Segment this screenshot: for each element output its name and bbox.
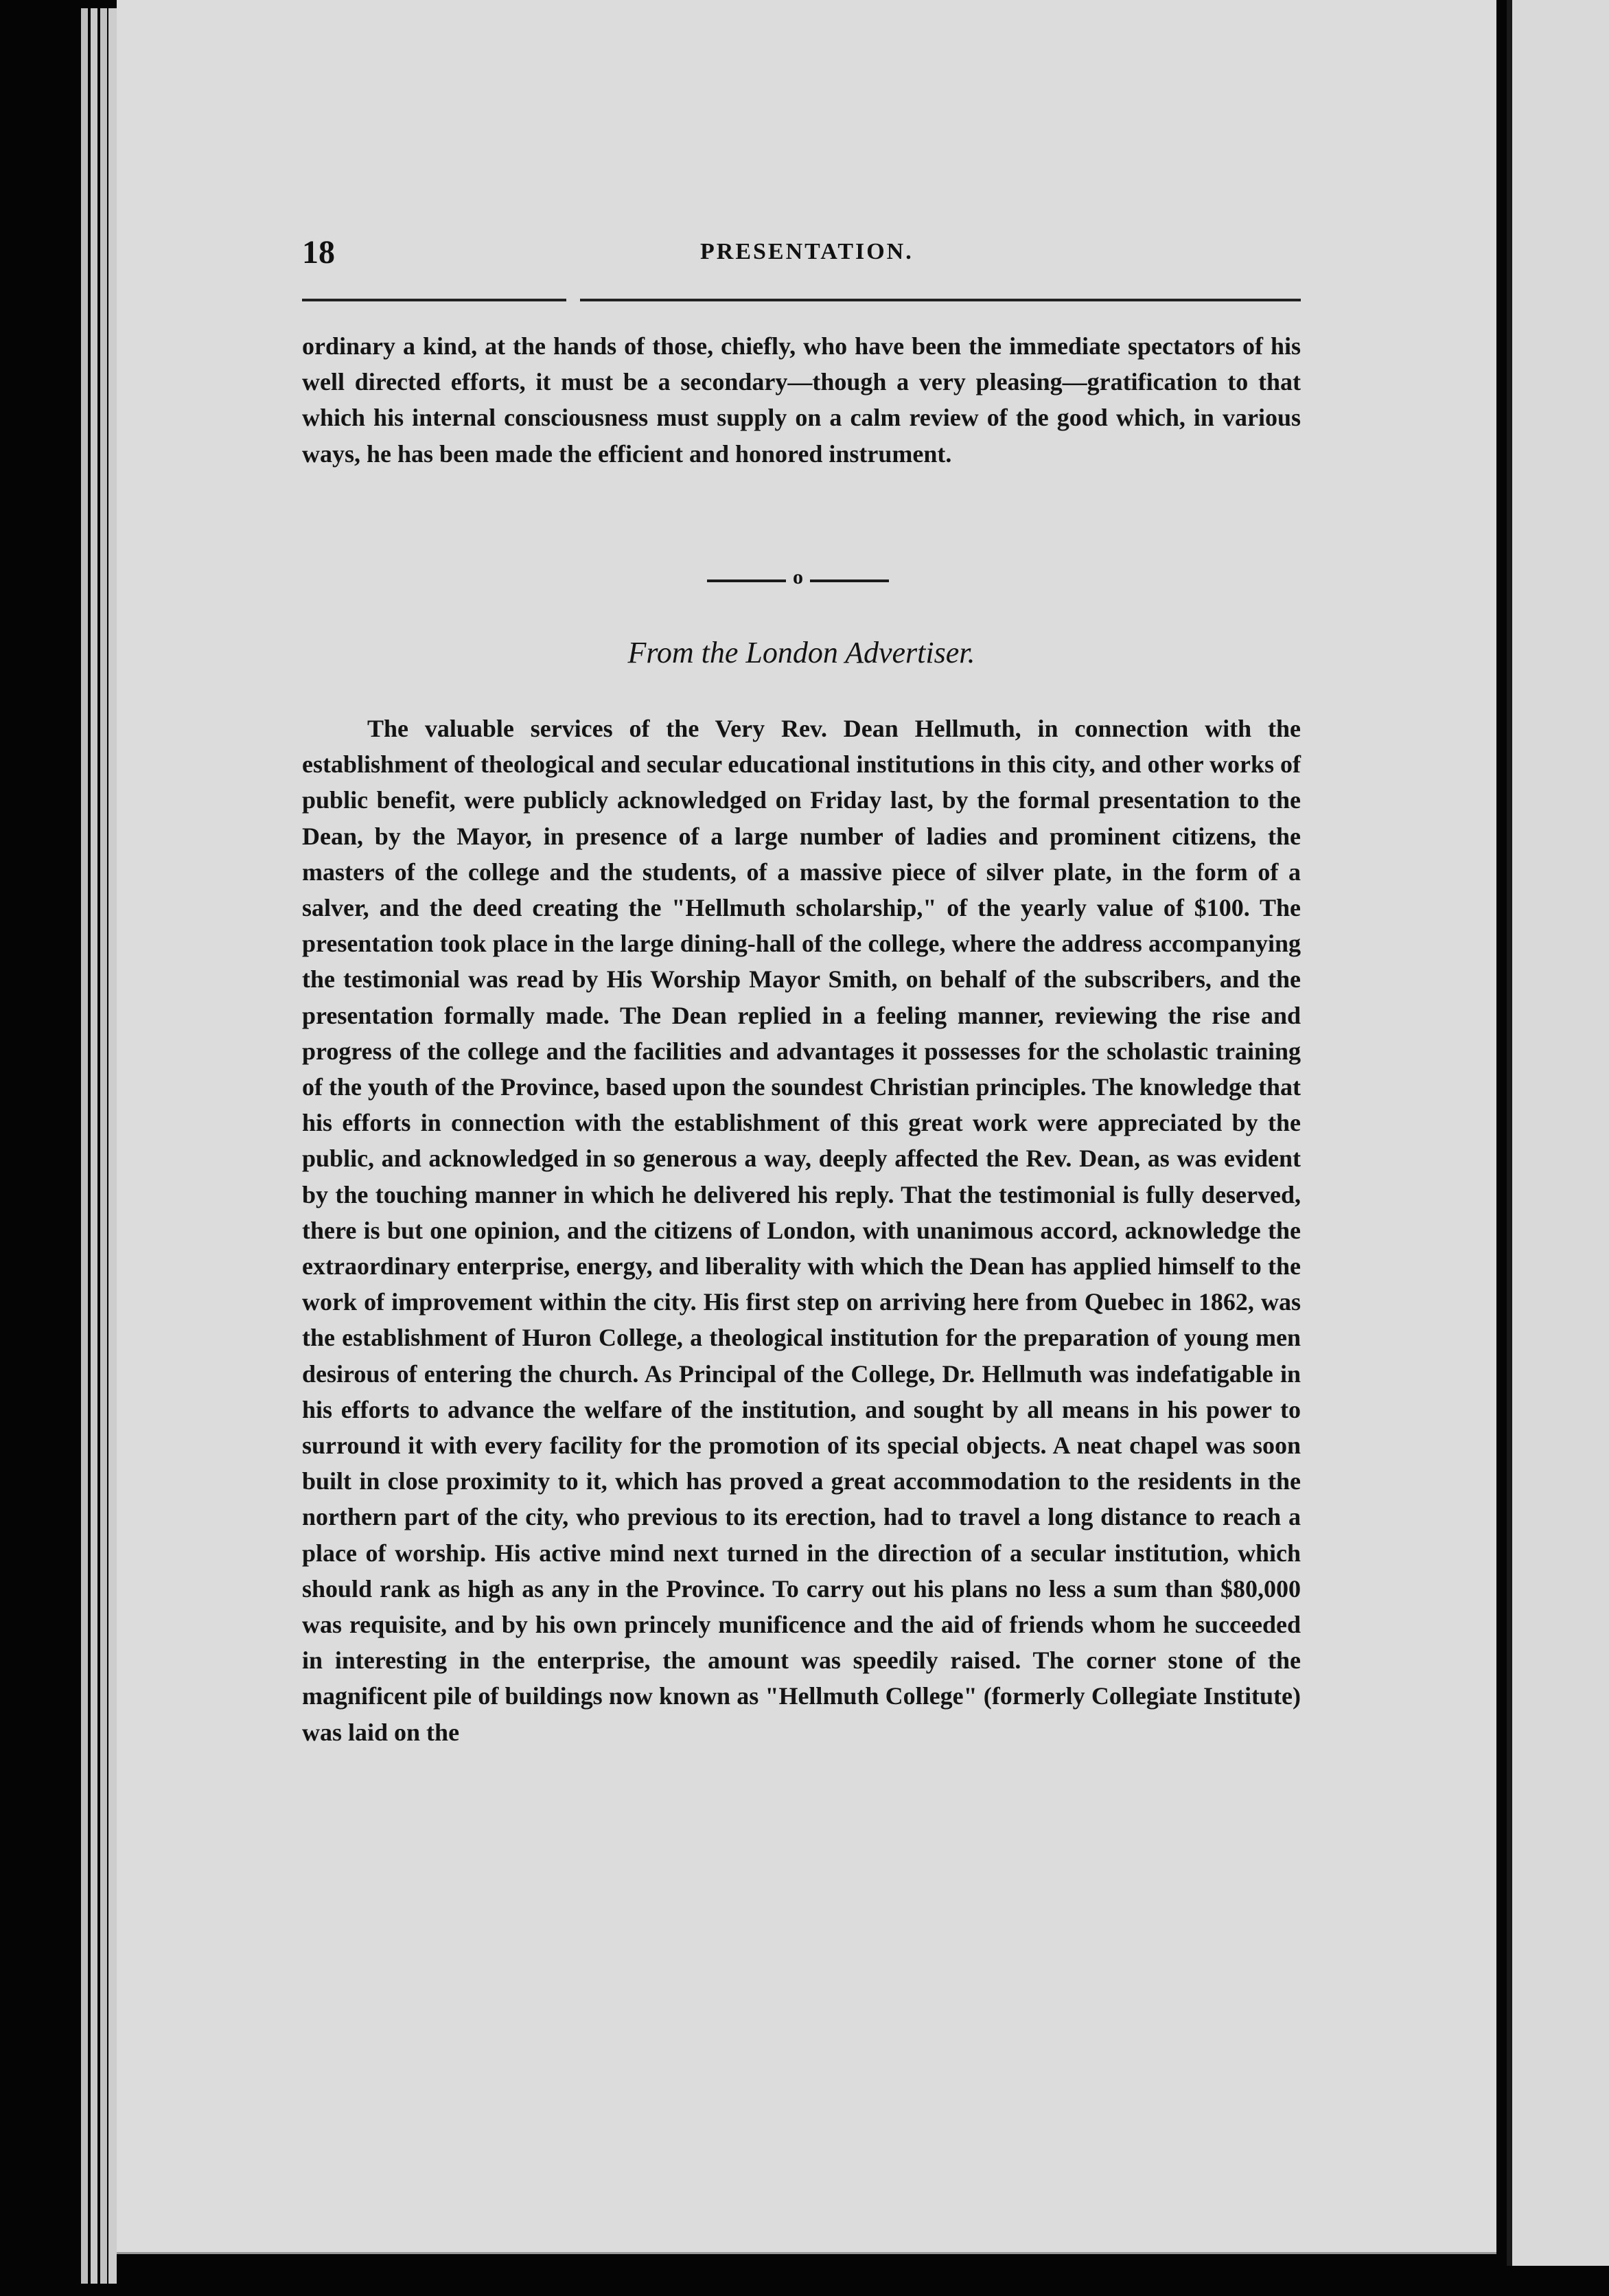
separator-line-right [810, 579, 889, 582]
separator-glyph: o [793, 566, 803, 588]
page-edge [81, 8, 88, 2284]
running-head: PRESENTATION. [700, 239, 914, 264]
page-number: 18 [302, 234, 335, 271]
page-header [302, 233, 1297, 275]
page-edge [100, 8, 107, 2284]
header-rule-left [302, 299, 566, 301]
section-title: From the London Advertiser. [627, 636, 975, 669]
header-rule-right [580, 299, 1301, 301]
continued-paragraph: ordinary a kind, at the hands of those, chiefly, who have been the immediate spectators of his well directed efforts, it must be a secondary—though a very pleasing—gratification to that which his internal consciousness must supply on a calm review of the good which, in various ways, he has been made the efficient and honored instrument. [302, 332, 1301, 468]
section-separator [707, 566, 899, 590]
article-body: The valuable services of the Very Rev. Dean Hellmuth, in connection with the establishment of theological and secular educational institutions in this city, and other works of public benefit, were publicly acknowledged on Friday last, by the formal presentation to the Dean, by the Mayor, in presence of a large number of ladies and prominent citizens, the masters of the college and the students, of a massive piece of silver plate, in the form of a salver, and the deed creating the "Hellmuth scholarship," of the yearly value of $100. The presentation took place in the large dining-hall of the college, where the address accompanying the testimonial was read by His Worship Mayor Smith, on behalf of the subscribers, and the presentation formally made. The Dean replied in a feeling manner, reviewing the rise and progress of the college and the facilities and advantages it possesses for the scholastic training of the youth of the Province, based upon the soundest Christian principles. The knowledge that his efforts in connection with the establishment of this great work were appreciated by the public, and acknowledged in so generous a way, deeply affected the Rev. Dean, as was evident by the touching manner in which he delivered his reply. That the testimonial is fully deserved, there is but one opinion, and the citizens of London, with unanimous accord, acknowledge the extraordinary enterprise, energy, and liberality with which the Dean has applied himself to the work of improvement within the city. His first step on arriving here from Quebec in 1862, was the establishment of Huron College, a theological institution for the preparation of young men desirous of entering the church. As Principal of the College, Dr. Hellmuth was indefatigable in his efforts to advance the welfare of the institution, and sought by all means in his power to surround it with every facility for the promotion of its special objects. A neat chapel was soon built in close proximity to it, which has proved a great accommodation to the residents in the northern part of the city, who previous to its erection, had to travel a long distance to reach a place of worship. His active mind next turned in the direction of a secular institution, which should rank as high as any in the Province. To carry out his plans no less a sum than $80,000 was requisite, and by his own princely munificence and the aid of friends whom he succeeded in interesting in the enterprise, the amount was speedily raised. The corner stone of the magnificent pile of buildings now known as "Hellmuth College" (formerly Collegiate Institute) was laid on the [302, 715, 1301, 1746]
page-edge [91, 8, 97, 2284]
page-edge [108, 8, 117, 2284]
separator-line-left [707, 579, 786, 582]
facing-page-edge [1507, 0, 1609, 2266]
